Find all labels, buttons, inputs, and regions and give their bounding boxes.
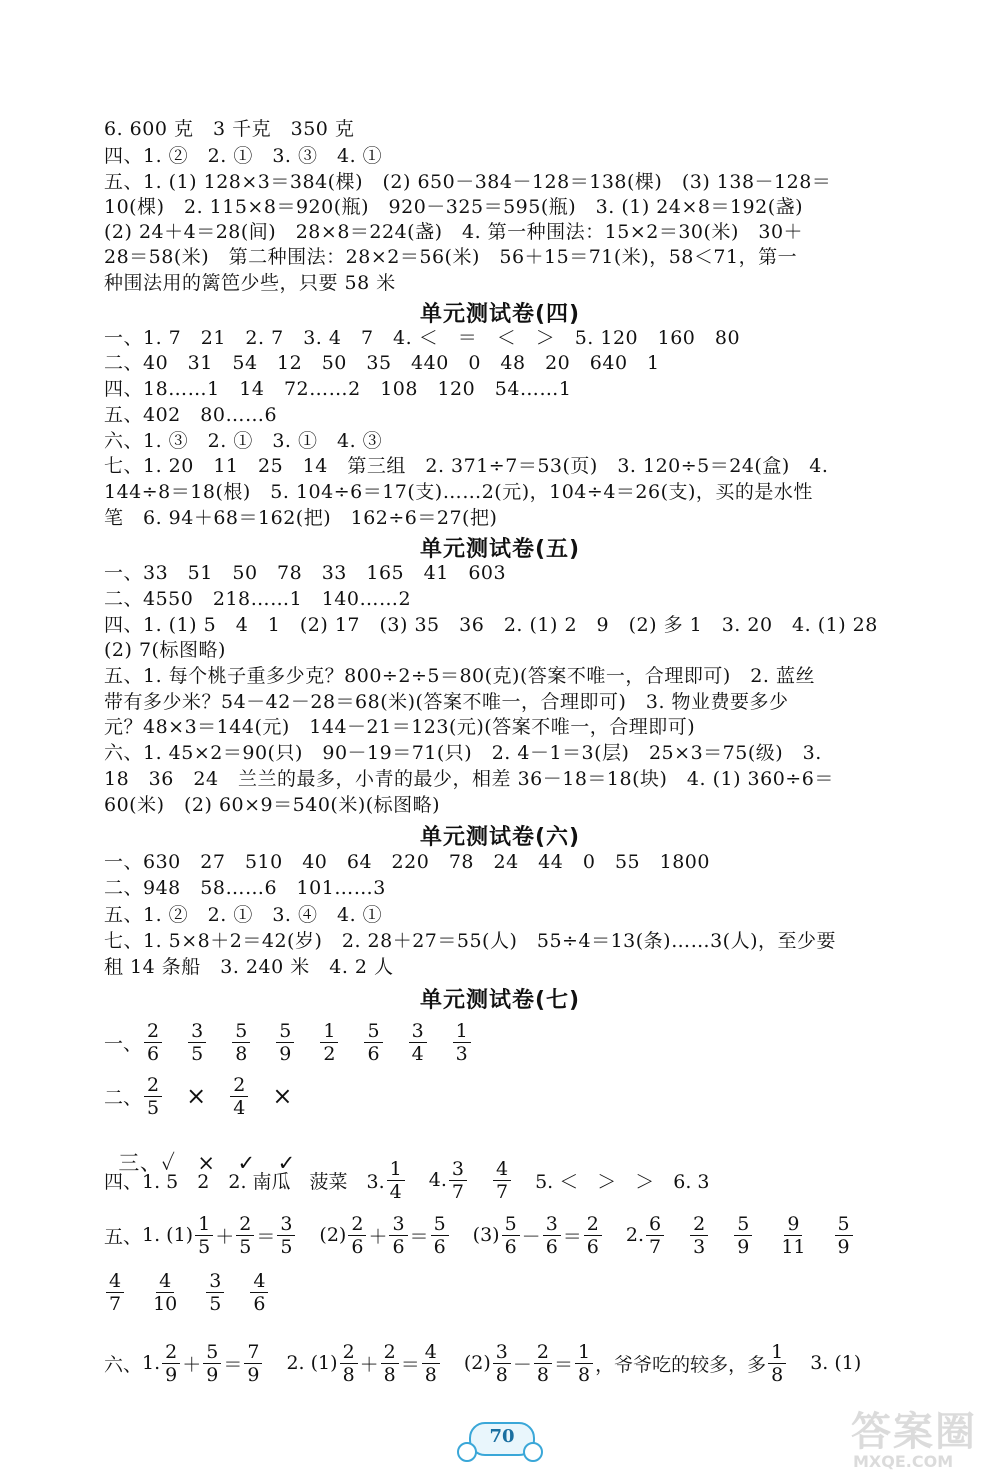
fraction: $\frac{5}{6}$ bbox=[364, 1020, 382, 1065]
fraction: $\frac{1}{5}$ bbox=[195, 1213, 213, 1258]
fraction: $\frac{5}{8}$ bbox=[232, 1020, 250, 1065]
fraction: $\frac{3}{5}$ bbox=[188, 1020, 206, 1065]
text-line: 六、1. ③ 2. ① 3. ① 4. ③ bbox=[104, 430, 383, 452]
text-line: 五、1. (1) 128×3＝384(棵) (2) 650－384－128＝138(棵) (3) 138－128＝ bbox=[104, 171, 832, 193]
fraction: $\frac{3}{4}$ bbox=[409, 1020, 427, 1065]
text-line: 28＝58(米) 第二种围法：28×2＝56(米) 56＋15＝71(米)，58＜71，第一 bbox=[104, 246, 798, 268]
fraction: $\frac{1}{8}$ bbox=[575, 1341, 593, 1386]
section-title: 单元测试卷(五) bbox=[419, 537, 581, 562]
fraction: $\frac{2}{3}$ bbox=[690, 1213, 708, 1258]
fraction-row bbox=[104, 1150, 710, 1210]
text-segment: 3. (1) bbox=[810, 1352, 862, 1374]
fraction: $\frac{1}{4}$ bbox=[387, 1158, 405, 1203]
text-line: 七、1. 5×8＋2＝42(岁) 2. 28＋27＝55(人) 55÷4＝13(条)……3(人)，至少要 bbox=[104, 930, 836, 952]
fraction-row bbox=[104, 1012, 473, 1072]
fraction: $\frac{3}{6}$ bbox=[543, 1213, 561, 1258]
fraction: $\frac{2}{8}$ bbox=[534, 1341, 552, 1386]
text-line: 二、948 58……6 101……3 bbox=[104, 877, 386, 899]
watermark-logo bbox=[845, 1400, 995, 1475]
fraction: $\frac{5}{9}$ bbox=[835, 1213, 853, 1258]
page-number: 70 bbox=[489, 1426, 515, 1447]
text-line: 元？48×3＝144(元) 144－21＝123(元)(答案不唯一，合理即可) bbox=[104, 716, 696, 738]
operator: ＝ bbox=[256, 1225, 276, 1248]
section-title: 单元测试卷(七) bbox=[419, 988, 581, 1013]
section-title: 单元测试卷(四) bbox=[419, 302, 581, 327]
text-segment: 4. bbox=[428, 1169, 447, 1191]
fraction: $\frac{4}{10}$ bbox=[153, 1269, 178, 1315]
row-label: 一、 bbox=[104, 1032, 143, 1055]
fraction-row bbox=[104, 1333, 861, 1393]
row-label: 六、 bbox=[104, 1353, 143, 1376]
text-line: 10(棵) 2. 115×8＝920(瓶) 920－325＝595(瓶) 3. (1) 24×8＝192(盏) bbox=[104, 196, 804, 218]
text-segment: 2. bbox=[625, 1224, 645, 1246]
check-mark: ✓ bbox=[277, 1151, 296, 1175]
text-segment: (2) bbox=[319, 1224, 347, 1246]
fraction: $\frac{2}{5}$ bbox=[236, 1213, 254, 1258]
operator: ＋ bbox=[182, 1353, 202, 1376]
fraction: $\frac{2}{5}$ bbox=[144, 1074, 162, 1119]
operator: ＋ bbox=[359, 1353, 379, 1376]
section-title: 单元测试卷(六) bbox=[419, 825, 581, 850]
text-line: 六、1. 45×2＝90(只) 90－19＝71(只) 2. 4－1＝3(层) 25×3＝75(级) 3. bbox=[104, 742, 822, 764]
operator: ＝ bbox=[409, 1225, 429, 1248]
fraction: $\frac{1}{2}$ bbox=[320, 1020, 338, 1065]
fraction-row bbox=[104, 1205, 855, 1265]
text-line: 四、1. (1) 5 4 1 (2) 17 (3) 35 36 2. (1) 2 9 (2) 多 1 3. 20 4. (1) 28 bbox=[104, 614, 878, 636]
fraction: $\frac{2}{6}$ bbox=[144, 1020, 162, 1065]
text-line: 七、1. 20 11 25 14 第三组 2. 371÷7＝53(页) 3. 120÷5＝24(盒) 4. bbox=[104, 455, 829, 477]
row-label: 四、 bbox=[104, 1170, 143, 1193]
text-segment: (2) bbox=[463, 1352, 491, 1374]
fraction: $\frac{3}{8}$ bbox=[493, 1341, 511, 1386]
text-segment: 1. 5 2 2. 南瓜 菠菜 3. bbox=[142, 1170, 385, 1193]
fraction: $\frac{5}{9}$ bbox=[276, 1020, 294, 1065]
fraction: $\frac{9}{11}$ bbox=[781, 1212, 806, 1258]
fraction: $\frac{3}{5}$ bbox=[277, 1213, 295, 1258]
fraction: $\frac{3}{5}$ bbox=[206, 1270, 224, 1315]
fraction: $\frac{7}{9}$ bbox=[244, 1341, 262, 1386]
operator: ＝ bbox=[562, 1225, 582, 1248]
text-segment: 5. ＜ ＞ ＞ 6. 3 bbox=[535, 1170, 710, 1193]
fraction: $\frac{3}{6}$ bbox=[389, 1213, 407, 1258]
text-line: 种围法用的篱笆少些，只要 58 米 bbox=[104, 272, 396, 294]
operator: － bbox=[521, 1225, 541, 1248]
operator: ＝ bbox=[400, 1353, 420, 1376]
row-label: 五、 bbox=[104, 1225, 143, 1248]
text-line: 四、18……1 14 72……2 108 120 54……1 bbox=[104, 378, 572, 400]
fraction: $\frac{3}{7}$ bbox=[449, 1158, 467, 1203]
fraction: $\frac{5}{6}$ bbox=[502, 1213, 520, 1258]
operator: ＝ bbox=[223, 1353, 243, 1376]
cross-mark: × bbox=[197, 1151, 216, 1175]
text-line: 四、1. ② 2. ① 3. ③ 4. ① bbox=[104, 145, 383, 167]
text-line: 带有多少米？54－42－28＝68(米)(答案不唯一，合理即可) 3. 物业费要多少 bbox=[104, 691, 789, 713]
fraction: $\frac{2}{9}$ bbox=[162, 1341, 180, 1386]
text-line: 144÷8＝18(根) 5. 104÷6＝17(支)……2(元)，104÷4＝26(支)，买的是水性 bbox=[104, 481, 813, 503]
fraction: $\frac{1}{3}$ bbox=[453, 1020, 471, 1065]
fraction: $\frac{2}{6}$ bbox=[348, 1213, 366, 1258]
text-line: 一、1. 7 21 2. 7 3. 4 7 4. ＜ ＝ ＜ ＞ 5. 120 160 80 bbox=[104, 327, 741, 349]
operator: ＋ bbox=[215, 1225, 235, 1248]
operator: ＝ bbox=[554, 1353, 574, 1376]
text-line: 二、4550 218……1 140……2 bbox=[104, 588, 412, 610]
fraction: $\frac{4}{6}$ bbox=[250, 1270, 268, 1315]
watermark-text: 答案圈 bbox=[851, 1409, 977, 1455]
cross-mark: × bbox=[272, 1082, 293, 1110]
text-line: 6. 600 克 3 千克 350 克 bbox=[104, 118, 355, 140]
check-mark: ✓ bbox=[237, 1151, 256, 1175]
text-line: 二、40 31 54 12 50 35 440 0 48 20 640 1 bbox=[104, 352, 660, 374]
text-line: 18 36 24 兰兰的最多，小青的最少，相差 36－18＝18(块) 4. (1) 360÷6＝ bbox=[104, 768, 834, 790]
operator: － bbox=[512, 1353, 532, 1376]
fraction: $\frac{5}{9}$ bbox=[734, 1213, 752, 1258]
text-line: 五、1. 每个桃子重多少克？800÷2÷5＝80(克)(答案不唯一，合理即可) 2. 蓝丝 bbox=[104, 665, 815, 687]
text-line: 一、33 51 50 78 33 165 41 603 bbox=[104, 562, 507, 584]
fraction: $\frac{6}{7}$ bbox=[646, 1213, 664, 1258]
fraction: $\frac{4}{7}$ bbox=[493, 1158, 511, 1203]
row-label: 三、 bbox=[118, 1151, 162, 1175]
fraction: $\frac{4}{7}$ bbox=[106, 1270, 124, 1315]
fraction: $\frac{2}{6}$ bbox=[584, 1213, 602, 1258]
operator: ＋ bbox=[368, 1225, 388, 1248]
fraction: $\frac{2}{8}$ bbox=[381, 1341, 399, 1386]
watermark-url: MXQE.COM bbox=[853, 1452, 954, 1471]
text-line: 五、1. ② 2. ① 3. ④ 4. ① bbox=[104, 904, 383, 926]
text-line: 一、630 27 510 40 64 220 78 24 44 0 55 1800 bbox=[104, 851, 710, 873]
fraction: $\frac{5}{6}$ bbox=[431, 1213, 449, 1258]
text-line: 60(米) (2) 60×9＝540(米)(标图略) bbox=[104, 794, 441, 816]
page-number-badge bbox=[455, 1418, 545, 1458]
text-line: 笔 6. 94＋68＝162(把) 162÷6＝27(把) bbox=[104, 507, 498, 529]
fraction: $\frac{2}{4}$ bbox=[230, 1074, 248, 1119]
fraction: $\frac{2}{8}$ bbox=[340, 1341, 358, 1386]
text-segment: 2. (1) bbox=[286, 1352, 338, 1374]
text-segment: 1. bbox=[142, 1352, 161, 1374]
text-line: (2) 24＋4＝28(间) 28×8＝224(盏) 4. 第一种围法：15×2＝30(米) 30＋ bbox=[104, 221, 804, 243]
fraction: $\frac{5}{9}$ bbox=[203, 1341, 221, 1386]
text-segment: 1. (1) bbox=[142, 1224, 194, 1246]
text-line: 租 14 条船 3. 240 米 4. 2 人 bbox=[104, 956, 394, 978]
text-segment: (3) bbox=[472, 1224, 500, 1246]
fraction-row bbox=[104, 1262, 270, 1322]
text-line: (2) 7(标图略) bbox=[104, 639, 226, 661]
fraction: $\frac{1}{8}$ bbox=[768, 1341, 786, 1386]
fraction: $\frac{4}{8}$ bbox=[422, 1341, 440, 1386]
text-line: 五、402 80……6 bbox=[104, 404, 278, 426]
cross-mark: × bbox=[186, 1082, 207, 1110]
check-mark: ✓ bbox=[161, 1151, 176, 1175]
row-label: 二、 bbox=[104, 1086, 143, 1109]
fraction-row bbox=[104, 1066, 292, 1126]
text-segment: ，爷爷吃的较多，多 bbox=[595, 1353, 767, 1376]
